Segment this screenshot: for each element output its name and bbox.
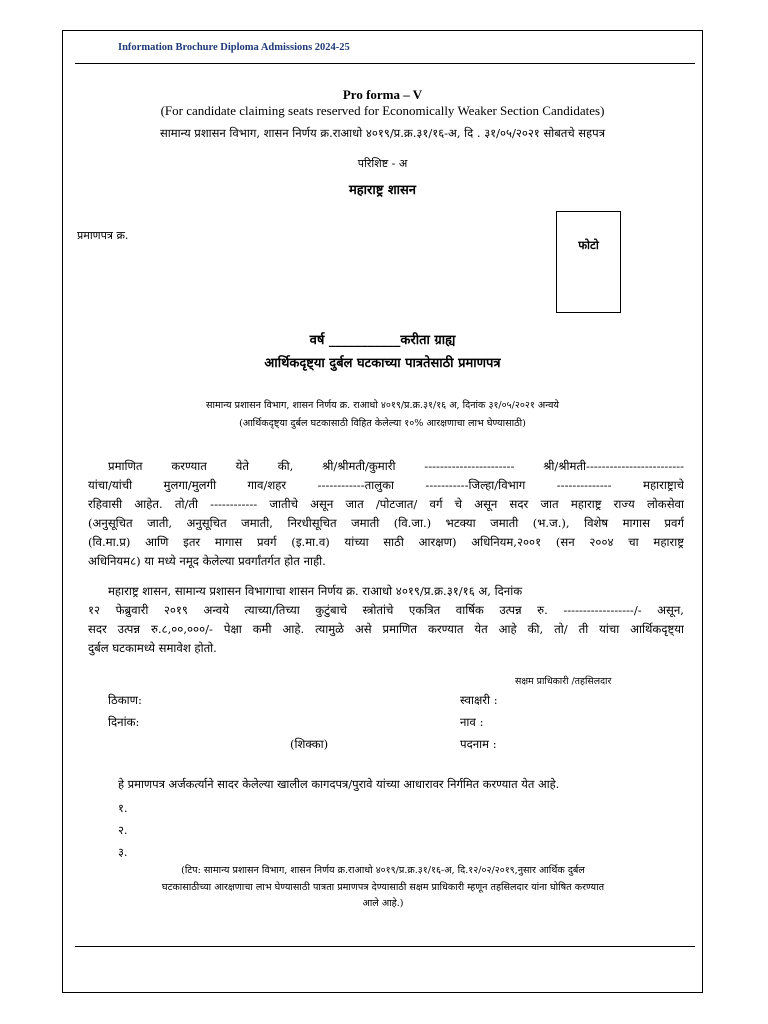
header-rule bbox=[75, 63, 695, 64]
footnote bbox=[100, 863, 666, 913]
footnote-line: घटकासाठीच्या आरक्षणाचा लाभ घेण्यासाठी पात्रता प्रमाणपत्र देण्यासाठी सक्षम प्राधिकारी म्हणून तहसिलदार यांना घोषित करण्यात bbox=[161, 881, 605, 893]
competent-authority-label: सक्षम प्राधिकारी /तहसिलदार bbox=[515, 676, 612, 687]
photo-box bbox=[556, 211, 621, 313]
paragraph-line: यांचा/यांची मुलगा/मुलगी गाव/शहर ------------तालुका -----------जिल्हा/विभाग -------------- महाराष्ट्राचे bbox=[88, 478, 684, 492]
paragraph-line: १२ फेब्रुवारी २०१९ अन्वये त्याच्या/तिच्या कुटुंबाचे स्त्रोतांचे एकत्रित वार्षिक उत्पन्न रु. ------------------/- असून, bbox=[88, 603, 684, 617]
document-item: २. bbox=[118, 823, 128, 837]
photo-label: फोटो bbox=[578, 238, 599, 252]
footnote-line: (टिप: सामान्य प्रशासन विभाग, शासन निर्णय क्र.राआधो ४०१९/प्र.क्र.३१/१६-अ, दि.१२/०२/२०१९,नुसार आर्थिक दुर्बल bbox=[181, 865, 585, 876]
paragraph-line: (वि.मा.प्र) आणि इतर मागास प्रवर्ग (इ.मा.व) यांच्या साठी आरक्षण) अधिनियम,२००१ (सन २००४ चा महाराष्ट्र bbox=[88, 535, 684, 549]
document-item: १. bbox=[118, 801, 128, 815]
gr-reference-2-subtitle: (आर्थिकदृष्ट्या दुर्बल घटकासाठी विहित केलेल्या १०% आरक्षणाचा लाभ घेण्यासाठी) bbox=[239, 418, 526, 429]
validity-year-line: वर्ष ___________करीता ग्राह्य bbox=[309, 333, 456, 348]
footnote-line: आले आहे.) bbox=[362, 898, 404, 909]
certification-paragraph bbox=[88, 457, 684, 571]
place-label: ठिकाण: bbox=[108, 693, 142, 707]
income-paragraph bbox=[88, 582, 684, 658]
paragraph-line: प्रमाणित करण्यात येते की, श्री/श्रीमती/कुमारी ----------------------- श्री/श्रीमती------------------------- bbox=[108, 459, 684, 473]
paragraph-line: दुर्बल घटकामध्ये समावेश होतो. bbox=[88, 641, 217, 655]
date-label: दिनांक: bbox=[108, 715, 140, 729]
proforma-subtitle: (For candidate claiming seats reserved for Economically Weaker Section Candidates) bbox=[160, 103, 605, 118]
seal-label: (शिक्का) bbox=[290, 737, 329, 751]
certificate-number-label: प्रमाणपत्र क्र. bbox=[77, 229, 129, 242]
gr-reference-2: सामान्य प्रशासन विभाग, शासन निर्णय क्र. राआधो ४०१९/प्र.क्र.३१/१६ अ, दिनांक ३१/०५/२०२१ अन्वये bbox=[206, 400, 559, 411]
brochure-header-title: Information Brochure Diploma Admissions 2024-25 bbox=[118, 42, 350, 53]
footer-rule bbox=[75, 946, 695, 947]
paragraph-line: महाराष्ट्र शासन, सामान्य प्रशासन विभागाचा शासन निर्णय क्र. राआधो ४०१९/प्र.क्र.३१/१६ अ, दिनांक bbox=[108, 584, 523, 598]
proforma-title: Pro forma – V bbox=[342, 87, 423, 102]
annexure-label: परिशिष्ट - अ bbox=[357, 157, 408, 170]
government-title: महाराष्ट्र शासन bbox=[348, 183, 417, 198]
certificate-title: आर्थिकदृष्ट्या दुर्बल घटकाच्या पात्रतेसाठी प्रमाणपत्र bbox=[264, 356, 501, 371]
paragraph-line: अधिनियम८) या मध्ये नमूद केलेल्या प्रवर्गांतर्गत होत नाही. bbox=[88, 554, 326, 568]
documents-intro: हे प्रमाणपत्र अर्जकर्त्याने सादर केलेल्या खालील कागदपत्र/पुरावे यांच्या आधारावर निर्गमित करण्यात येत आहे. bbox=[118, 777, 560, 791]
gr-reference: सामान्य प्रशासन विभाग, शासन निर्णय क्र.राआधो ४०१९/प्र.क्र.३१/१६-अ, दि . ३१/०५/२०२१ सोबतचे सहपत्र bbox=[159, 126, 606, 140]
document-item: ३. bbox=[118, 845, 128, 859]
paragraph-line: रहिवासी आहेत. तो/ती ------------ जातीचे असून जात /पोटजात/ वर्ग चे असून सदर जात महाराष्ट्र राज्य लोकसेवा bbox=[88, 497, 684, 511]
designation-label: पदनाम : bbox=[460, 737, 497, 751]
name-label: नाव : bbox=[460, 715, 484, 729]
signature-label: स्वाक्षरी : bbox=[460, 693, 498, 707]
paragraph-line: सदर उत्पन्न रु.८,००,०००/- पेक्षा कमी आहे. त्यामुळे असे प्रमाणित करण्यात येत आहे की, तो/ ती यांचा आर्थिकदृष्ट्या bbox=[88, 622, 684, 636]
paragraph-line: (अनुसूचित जाती, अनुसूचित जमाती, निरधीसूचित जमाती (वि.जा.) भटक्या जमाती (भ.ज.), विशेष मागास प्रवर्ग bbox=[88, 516, 684, 530]
